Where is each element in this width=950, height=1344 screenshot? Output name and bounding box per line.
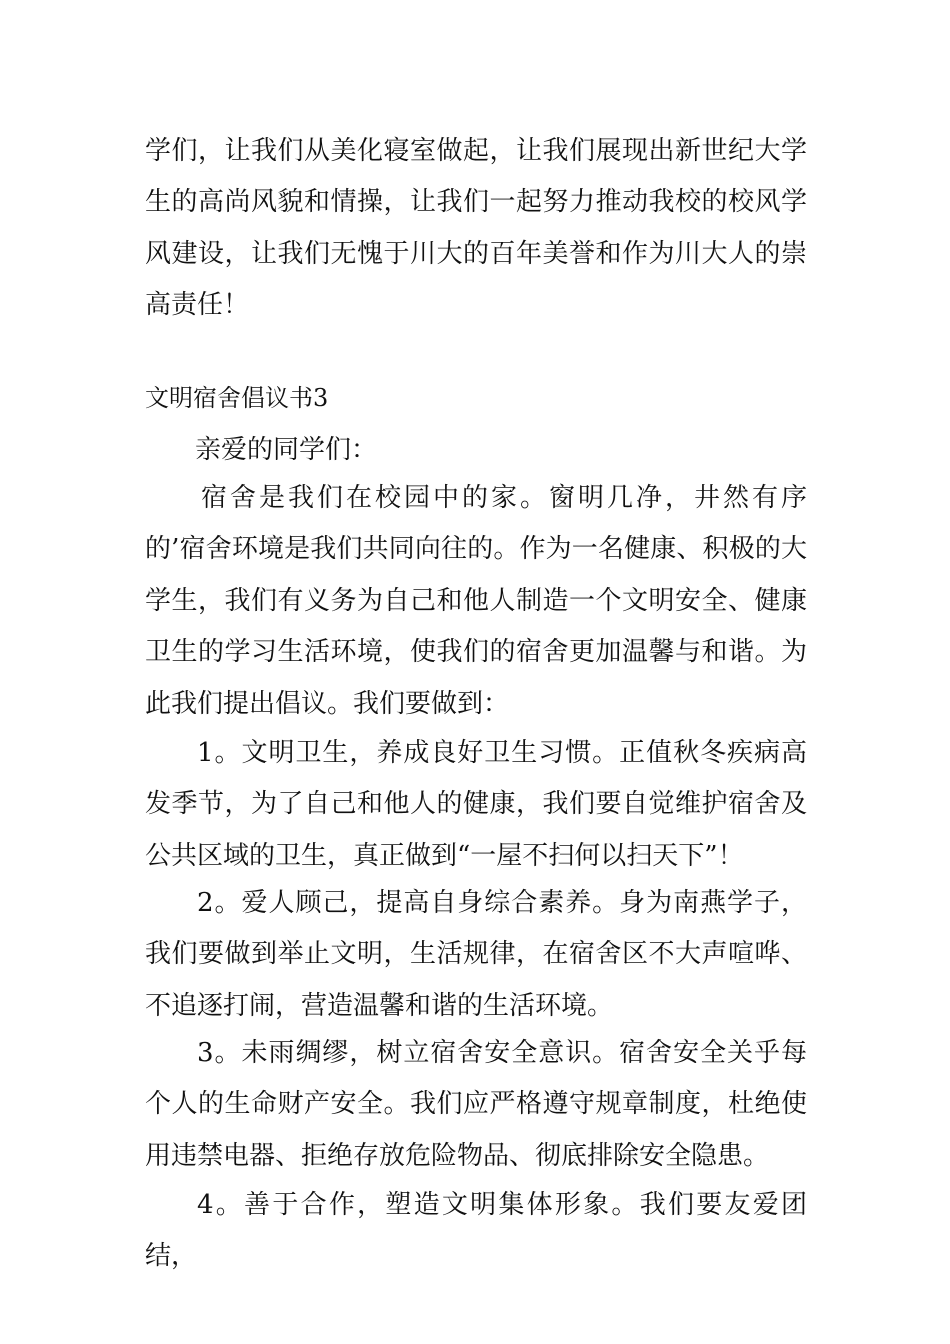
section-title: 文明宿舍倡议书3: [145, 384, 329, 412]
intro-paragraph: 宿舍是我们在校园中的家。窗明几净，井然有序的’宿舍环境是我们共同向往的。作为一名健康、积极的大学生，我们有义务为自己和他人制造一个文明安全、健康卫生的学习生活环境，使我们的宿舍更加温馨与和谐。为此我们提出倡议。我们要做到：: [145, 483, 807, 719]
list-item-1: 1。文明卫生，养成良好卫生习惯。正值秋冬疾病高发季节，为了自己和他人的健康，我们要自觉维护宿舍及公共区域的卫生，真正做到“一屋不扫何以扫天下”！: [145, 738, 807, 871]
list-item-2: 2。爱人顾己，提高自身综合素养。身为南燕学子，我们要做到举止文明，生活规律，在宿舍区不大声喧哗、不追逐打闹，营造温馨和谐的生活环境。: [145, 888, 807, 1021]
list-item-3: 3。未雨绸缪，树立宿舍安全意识。宿舍安全关乎每个人的生命财产安全。我们应严格遵守规章制度，杜绝使用违禁电器、拒绝存放危险物品、彻底排除安全隐患。: [145, 1038, 807, 1171]
continuation-paragraph: 学们，让我们从美化寝室做起，让我们展现出新世纪大学生的高尚风貌和情操，让我们一起努力推动我校的校风学风建设，让我们无愧于川大的百年美誉和作为川大人的崇高责任！: [145, 136, 807, 321]
greeting: 亲爱的同学们：: [195, 435, 378, 465]
list-item-4: 4。善于合作，塑造文明集体形象。我们要友爱团结，: [145, 1190, 807, 1272]
